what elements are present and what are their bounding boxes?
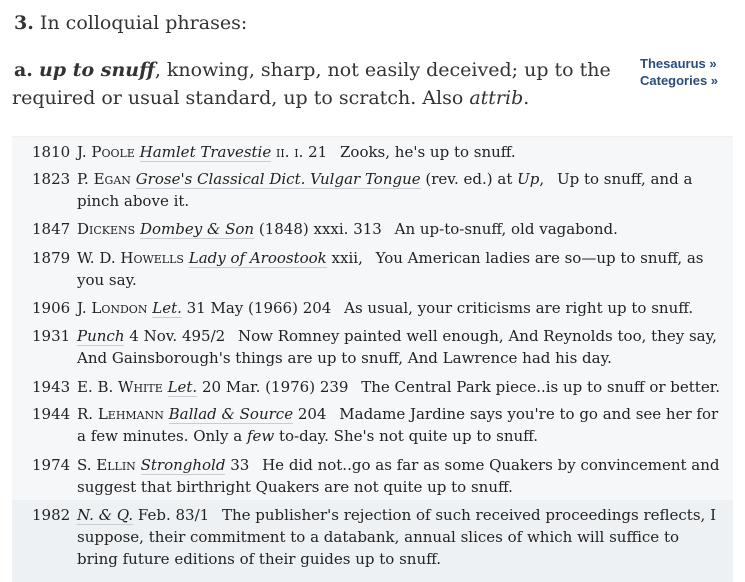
quotation-ref: 204 [293,405,327,423]
sense-heading-text: In colloquial phrases: [39,12,248,34]
thesaurus-link[interactable]: Thesaurus » [640,56,717,71]
quotation-year: 1823 [32,170,71,188]
quotation-author: E. B. White [77,378,163,396]
side-links [640,55,718,89]
definition-attrib: attrib [469,87,524,109]
quotation-body: The Central Park piece..is up to snuff or better. [361,378,720,396]
quotation-title[interactable]: Punch [77,327,125,345]
quotation-ref: 31 May (1966) 204 [181,299,332,317]
quotation-ref: 33 [225,456,250,474]
quotation-ref: xxii, [326,249,363,267]
quotation-author: J. Poole [77,143,135,161]
quotation-text [77,297,722,319]
quotation-year: 1974 [32,456,71,474]
categories-link[interactable]: Categories » [640,73,719,88]
quotation-text [77,168,722,212]
sense-heading [14,12,247,34]
sense-number: 3. [14,12,34,34]
quotation-title[interactable]: N. & Q. [77,506,134,524]
quotation-ref: Feb. 83/1 [133,506,210,524]
quotation-title[interactable]: Hamlet Travestie [139,143,272,161]
quotation-title[interactable]: Let. [167,378,198,396]
quotation-title[interactable]: Ballad & Source [168,405,294,423]
quotation-ref: 20 Mar. (1976) 239 [197,378,349,396]
quotation-ref: (1848) xxxi. 313 [254,220,382,238]
quotation-author: J. London [77,299,148,317]
quotation-year: 1879 [32,249,71,267]
quotation-author: S. Ellin [77,456,136,474]
quotation-title[interactable]: Dombey & Son [139,220,255,238]
quotation-year: 1944 [32,405,71,423]
quotation-text [77,218,722,240]
quotation-title[interactable]: Stronghold [140,456,226,474]
subsense-letter: a. [14,59,33,81]
quotation-body: Now Romney painted well enough, And Reynolds too, they say, And Gainsborough's things are up to snuff, And Lawrence had his day. [77,327,717,367]
definition-end: . [523,87,530,109]
quotation-body: As usual, your criticisms are right up to snuff. [344,299,694,317]
quotation-title[interactable]: Lady of Aroostook [188,249,327,267]
quotation-text [77,403,722,447]
quotation-body: He did not..go as far as some Quakers by convincement and suggest that birthright Quakers are not quite up to snuff. [77,456,720,496]
quotation-year: 1982 [32,506,71,524]
quotation-row [12,500,733,582]
quotation-year: 1810 [32,143,71,161]
definition-gloss: , knowing, sharp, not easily deceived; up to the required or usual standard, up to scratch. Also [12,59,611,109]
quotation-author: Dickens [77,220,136,238]
quotation-ref-italic: Up [517,170,540,188]
quotation-ref: ii. i. 21 [271,143,328,161]
quotation-body: The publisher's rejection of such received proceedings reflects, I suppose, their commitment to a databank, annual slices of which will suffice to bring future editions of their guides up to snuff. [77,506,716,568]
quotation-title[interactable]: Let. [152,299,182,317]
quotation-text [77,247,722,291]
quotations-block [12,136,733,582]
quotation-text [77,376,722,398]
quotation-text [77,504,722,570]
quotation-year: 1847 [32,220,71,238]
quotation-text [77,141,722,163]
quotation-body-start: Madame Jardine says you're to go and see her for a few minutes. Only a [77,405,719,445]
quotation-body: You American ladies are so—up to snuff, as you say. [77,249,704,289]
quotation-author: P. Egan [77,170,131,188]
quotation-body: Up to snuff, and a pinch above it. [77,170,693,210]
quotation-author: R. Lehmann [77,405,164,423]
quotation-body-end: to-day. She's not quite up to snuff. [274,427,539,445]
quotation-ref: 4 Nov. 495/2 [124,327,226,345]
quotation-year: 1906 [32,299,71,317]
quotation-year: 1931 [32,327,71,345]
lemma: up to snuff [38,59,155,81]
quotation-title[interactable]: Grose's Classical Dict. Vulgar Tongue [135,170,421,188]
quotation-ref: (rev. ed.) at [420,170,518,188]
quotation-text [77,325,722,369]
quotation-ref-end: , [539,170,545,188]
quotation-body: Zooks, he's up to snuff. [339,143,516,161]
definition [12,56,612,112]
quotation-body-italic: few [246,427,275,445]
quotation-body: An up-to-snuff, old vagabond. [394,220,618,238]
quotation-year: 1943 [32,378,71,396]
quotation-text [77,454,722,498]
quotation-author: W. D. Howells [77,249,184,267]
